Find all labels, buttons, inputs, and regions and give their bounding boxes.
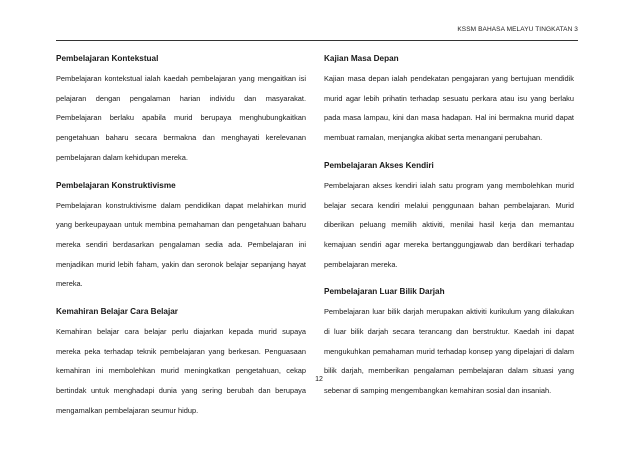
section-body: Pembelajaran konstruktivisme dalam pendidikan dapat melahirkan murid yang berkeupayaan untuk membina pemahaman dan pengetahuan baharu mereka sendiri berdasarkan pengalaman sedia ada. Pembelajaran ini menjadikan murid lebih faham, yakin dan seronok belajar sepanjang hayat mereka. [56, 200, 306, 289]
page-number: 12 [315, 376, 323, 383]
section-body: Kajian masa depan ialah pendekatan pengajaran yang bertujuan mendidik murid agar lebih prihatin terhadap sesuatu perkara atau isu yang berlaku pada masa lampau, kini dan masa hadapan. Hal ini bermakna murid dapat membuat ramalan, menjangka akibat serta menangani perubahan. [324, 74, 574, 143]
section-title: Kajian Masa Depan [324, 54, 399, 63]
page-header: KSSM BAHASA MELAYU TINGKATAN 3 [457, 26, 578, 33]
section-title: Pembelajaran Luar Bilik Darjah [324, 287, 445, 297]
section-title: Pembelajaran Konstruktivisme [56, 180, 176, 190]
section-kajian-masa-depan [324, 49, 574, 148]
section-luar-bilik-darjah [324, 282, 574, 401]
section-akses-kendiri [324, 156, 574, 275]
section-body: Pembelajaran kontekstual ialah kaedah pembelajaran yang mengaitkan isi pelajaran dengan pengalaman harian individu dan masyarakat. Pembelajaran berlaku apabila murid berupaya menghubungkaitkan pengetahuan baharu secara bermakna dan menghayati kerelevanan pembelajaran dalam kehidupan mereka. [56, 74, 306, 162]
section-body: Pembelajaran akses kendiri ialah satu program yang membolehkan murid belajar secara kendiri melalui penggunaan bahan pembelajaran. Murid diberikan peluang memilih aktiviti, menilai hasil kerja dan memantau kemajuan sendiri agar mereka bertanggungjawab dan berdikari terhadap pembelajaran mereka. [324, 180, 574, 269]
section-title: Kemahiran Belajar Cara Belajar [56, 307, 178, 317]
section-body: Pembelajaran luar bilik darjah merupakan aktiviti kurikulum yang dilakukan di luar bilik darjah secara terancang dan berstruktur. Kaedah ini dapat mengukuhkan pemahaman murid terhadap konsep yang dipelajari di dalam bilik darjah, memberikan pengalaman pembelajaran dalam situasi yang sebenar di samping mengembangkan kemahiran sosial dan insaniah. [324, 307, 574, 396]
header-divider [56, 40, 578, 41]
section-kemahiran-belajar [56, 302, 306, 421]
section-title: Pembelajaran Akses Kendiri [324, 160, 434, 170]
left-column [56, 49, 306, 421]
section-title: Pembelajaran Kontekstual [56, 54, 159, 63]
section-pembelajaran-kontekstual [56, 49, 306, 168]
section-body: Kemahiran belajar cara belajar perlu diajarkan kepada murid supaya mereka peka terhadap teknik pembelajaran yang berkesan. Penguasaan kemahiran ini membolehkan murid meningkatkan pengetahuan, cekap bertindak untuk menghadapi dunia yang sering berubah dan berupaya mengamalkan pembelajaran seumur hidup. [56, 327, 306, 415]
right-column [324, 49, 574, 401]
section-pembelajaran-konstruktivisme [56, 176, 306, 295]
